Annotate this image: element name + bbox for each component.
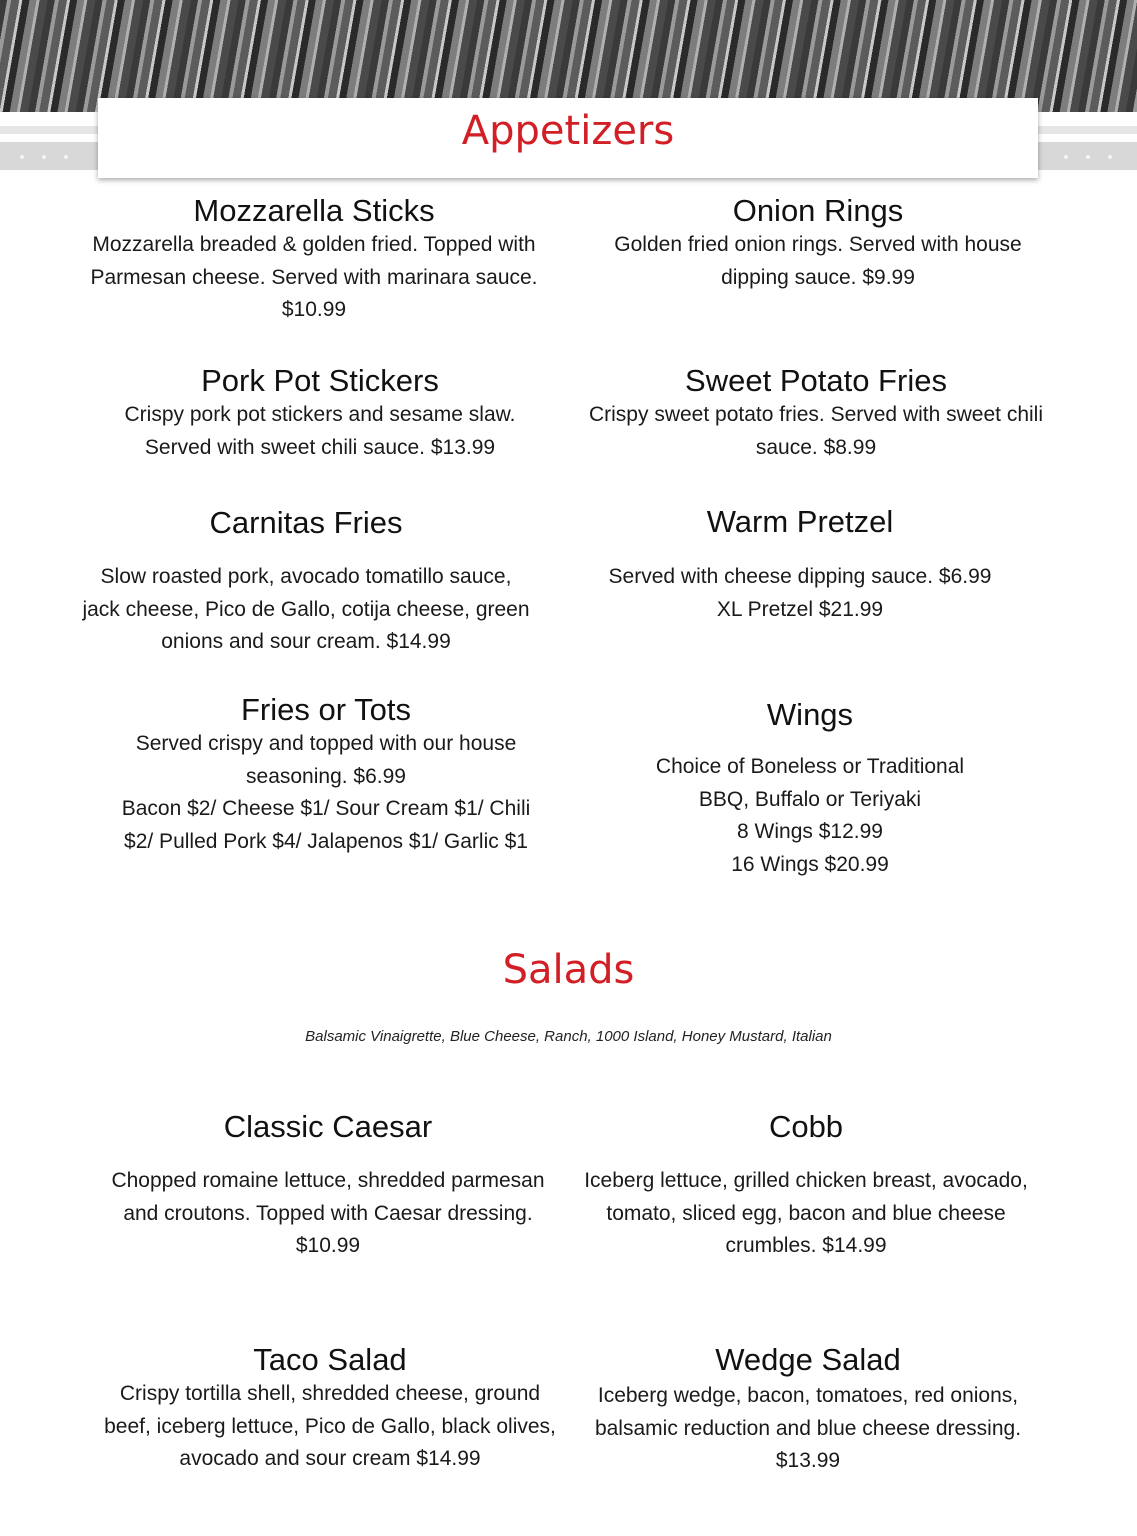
item-description: Parmesan cheese. Served with marinara sauce.	[90, 265, 538, 289]
appetizers-title-box	[98, 98, 1038, 178]
menu-item	[64, 363, 576, 464]
rail-dot	[1064, 155, 1068, 159]
dressing-options: Balsamic Vinaigrette, Blue Cheese, Ranch, 1000 Island, Honey Mustard, Italian	[305, 1028, 832, 1045]
menu-item	[56, 505, 556, 659]
item-description: BBQ, Buffalo or Teriyaki	[698, 787, 922, 811]
item-description: Crispy pork pot stickers and sesame slaw.	[124, 403, 516, 426]
menu-item	[556, 1342, 1060, 1478]
menu-item	[76, 1109, 580, 1263]
item-addons: $2/ Pulled Pork $4/ Jalapenos $1/ Garlic $1	[124, 829, 528, 853]
item-name: Pork Pot Stickers	[201, 363, 439, 398]
item-description: tomato, sliced egg, bacon and blue cheese	[606, 1201, 1006, 1225]
menu-item	[558, 363, 1074, 464]
item-description: Mozzarella breaded & golden fried. Topped with	[92, 233, 536, 256]
menu-item	[556, 1109, 1056, 1263]
item-description: onions and sour cream. $14.99	[161, 630, 451, 653]
rail-dot	[1086, 155, 1090, 159]
item-price: $13.99	[775, 1449, 841, 1472]
item-description: crumbles. $14.99	[725, 1234, 887, 1257]
item-description: beef, iceberg lettuce, Pico de Gallo, black olives,	[104, 1414, 556, 1438]
item-price: 16 Wings $20.99	[731, 852, 889, 876]
item-name: Onion Rings	[732, 193, 904, 228]
menu-item	[568, 193, 1068, 294]
item-description: sauce. $8.99	[755, 435, 877, 459]
item-description: jack cheese, Pico de Gallo, cotija cheese, green	[82, 597, 530, 621]
item-description: Served with cheese dipping sauce. $6.99	[608, 565, 992, 588]
item-description: and croutons. Topped with Caesar dressing.	[123, 1201, 533, 1225]
item-name: Mozzarella Sticks	[193, 193, 435, 228]
item-name: Carnitas Fries	[209, 505, 403, 540]
item-description: Iceberg wedge, bacon, tomatoes, red onions,	[597, 1384, 1019, 1407]
item-description: Golden fried onion rings. Served with house	[614, 233, 1022, 256]
item-description: Choice of Boneless or Traditional	[655, 755, 965, 778]
item-description: Crispy tortilla shell, shredded cheese, ground	[119, 1382, 541, 1405]
item-description: balsamic reduction and blue cheese dressing.	[594, 1416, 1022, 1440]
item-description: Served with sweet chili sauce. $13.99	[144, 435, 496, 459]
rail-dot	[42, 155, 46, 159]
menu-item	[64, 1342, 596, 1476]
menu-item	[64, 193, 564, 327]
item-description: Crispy sweet potato fries. Served with sweet chili	[588, 403, 1043, 426]
item-name: Wings	[766, 697, 854, 732]
item-price: $10.99	[295, 1234, 361, 1257]
menu-item	[560, 697, 1060, 881]
item-description: Chopped romaine lettuce, shredded parmesan	[111, 1169, 545, 1192]
item-name: Classic Caesar	[223, 1109, 433, 1144]
item-name: Sweet Potato Fries	[685, 363, 947, 398]
menu-item	[60, 692, 592, 858]
item-description: Served crispy and topped with our house	[135, 732, 517, 755]
item-price: $10.99	[281, 298, 347, 321]
item-description: Slow roasted pork, avocado tomatillo sauce,	[100, 565, 512, 588]
rail-dot	[1108, 155, 1112, 159]
item-name: Wedge Salad	[715, 1342, 901, 1377]
item-price: XL Pretzel $21.99	[716, 597, 884, 621]
item-name: Fries or Tots	[241, 692, 411, 727]
item-description: dipping sauce. $9.99	[721, 265, 915, 289]
item-addons: Bacon $2/ Cheese $1/ Sour Cream $1/ Chili	[121, 797, 531, 820]
item-name: Taco Salad	[253, 1342, 407, 1377]
menu-item	[550, 504, 1050, 626]
rail-dot	[20, 155, 24, 159]
appetizers-heading: Appetizers	[461, 108, 675, 154]
item-price: 8 Wings $12.99	[737, 820, 883, 843]
salads-heading: Salads	[502, 947, 635, 993]
item-description: Iceberg lettuce, grilled chicken breast, avocado,	[584, 1169, 1028, 1192]
item-name: Warm Pretzel	[706, 504, 894, 539]
item-name: Cobb	[768, 1109, 844, 1144]
item-description: avocado and sour cream $14.99	[179, 1447, 481, 1470]
item-description: seasoning. $6.99	[246, 764, 406, 788]
rail-dot	[64, 155, 68, 159]
header-stripe-banner	[0, 0, 1137, 112]
